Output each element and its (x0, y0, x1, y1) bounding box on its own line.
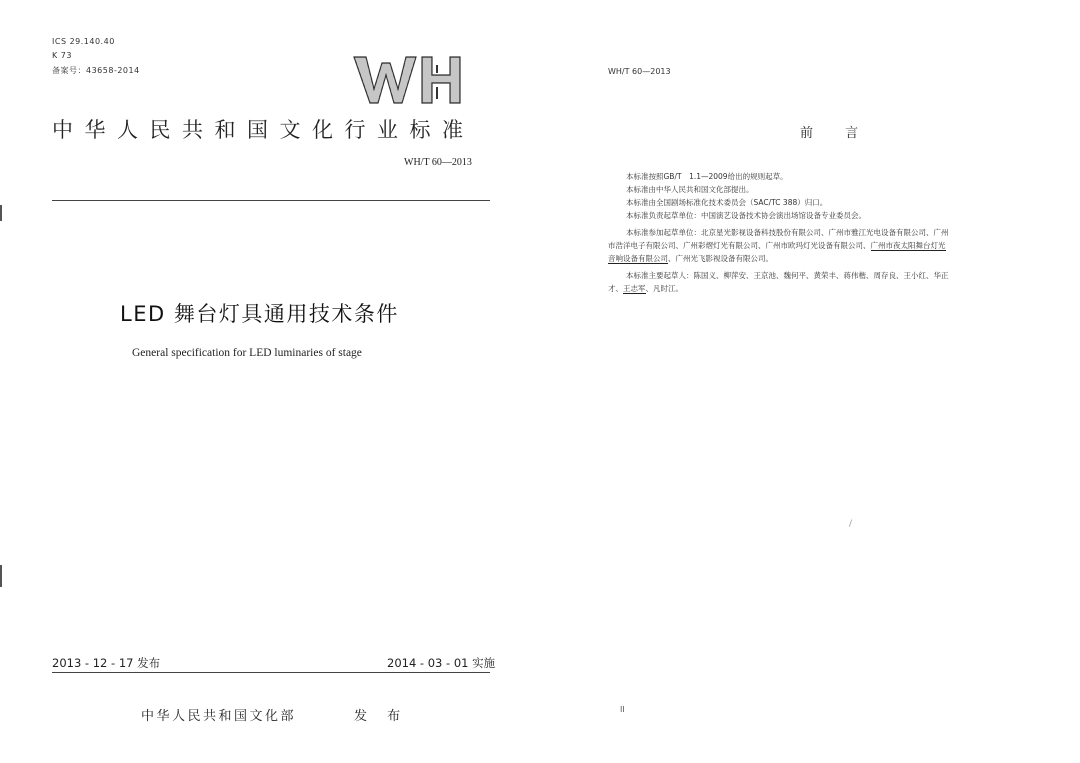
foreword-line: 本标准负责起草单位：中国演艺设备技术协会演出场馆设备专业委员会。 (626, 211, 866, 220)
foreword-line (608, 284, 683, 294)
foreword-line: 本标准主要起草人：陈国义、柳萍安、王京池、魏何平、黄荣丰、蒋伟楷、周存良、王小红、华正 (626, 271, 949, 280)
foreword-line (608, 254, 773, 264)
wh-logo (352, 55, 464, 105)
foreword-text: 、凡时江。 (645, 284, 683, 293)
document-title-en: General specification for LED luminaries of stage (132, 347, 362, 359)
binder-mark (0, 205, 2, 221)
ccs-code: K 73 (52, 51, 72, 60)
publish-label: 发 布 (354, 709, 409, 724)
foreword-line (608, 241, 946, 251)
foreword-title: 前 言 (800, 126, 873, 141)
foreword-line: 本标准按照GB/T 1.1—2009给出的规则起草。 (626, 172, 788, 181)
top-rule (52, 200, 490, 201)
ics-code: ICS 29.140.40 (52, 37, 115, 46)
foreword-line: 本标准参加起草单位：北京星光影视设备科技股份有限公司、广州市雅江光电设备有限公司、广州 (626, 228, 949, 237)
binder-mark (0, 565, 2, 587)
underlined-company: 广州市夜太阳舞台灯光 (870, 241, 946, 250)
foreword-line: 本标准由全国剧场标准化技术委员会（SAC/TC 388）归口。 (626, 198, 828, 207)
issue-date: 2013 - 12 - 17 发布 (52, 656, 161, 670)
foreword-text: 才、 (608, 284, 623, 293)
foreword-text: 市浩洋电子有限公司、广州彩熠灯光有限公司、广州市欧玛灯光设备有限公司、 (608, 241, 871, 250)
implementation-date: 2014 - 03 - 01 实施 (387, 656, 496, 670)
bottom-rule (52, 672, 490, 673)
underlined-name: 王志军 (623, 284, 646, 293)
industry-standard-title: 中华人民共和国文化行业标准 (52, 118, 475, 142)
foreword-text: 、广州光飞影视设备有限公司。 (668, 254, 773, 263)
page-number: II (620, 705, 625, 714)
standard-number: WH/T 60—2013 (404, 157, 472, 168)
document-title-zh: LED 舞台灯具通用技术条件 (120, 302, 399, 326)
standard-number-header: WH/T 60—2013 (608, 67, 671, 76)
underlined-company: 音响设备有限公司 (608, 254, 668, 263)
filing-number: 备案号：43658-2014 (52, 66, 140, 75)
stray-mark: / (849, 519, 853, 529)
publisher: 中华人民共和国文化部 (141, 709, 297, 724)
foreword-line: 本标准由中华人民共和国文化部提出。 (626, 185, 754, 194)
